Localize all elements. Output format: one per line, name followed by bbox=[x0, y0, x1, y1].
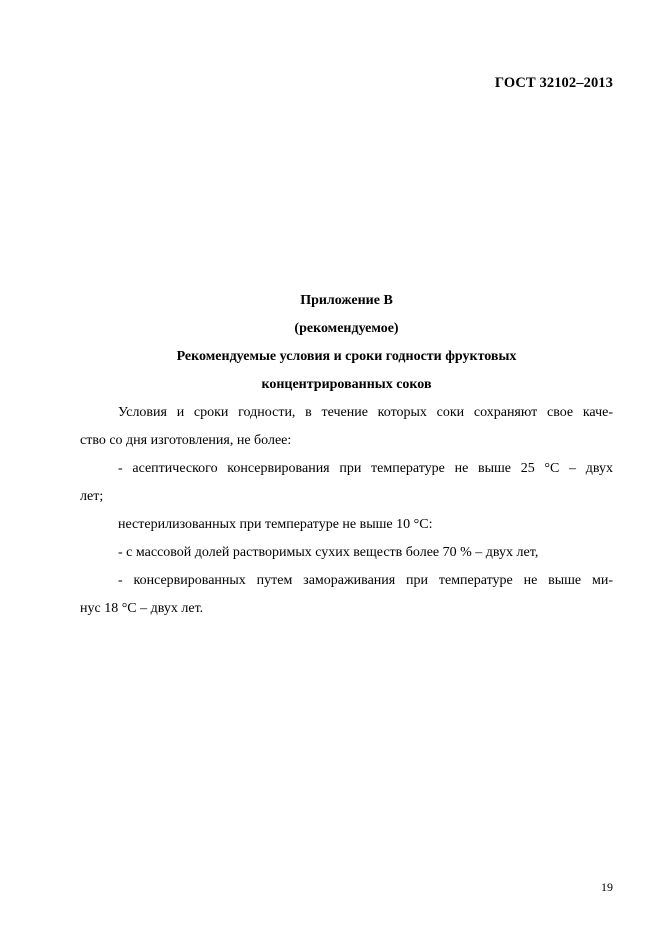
paragraph-5-line-1: - консервированных путем замораживания при температуре не выше ми- bbox=[118, 573, 613, 588]
page-number: 19 bbox=[601, 880, 613, 894]
appendix-heading-line-1: Рекомендуемые условия и сроки годности фруктовых bbox=[176, 349, 517, 364]
paragraph-1-line-1: Условия и сроки годности, в течение которых соки сохраняют свое каче- bbox=[118, 405, 613, 420]
paragraph-4-line-1: - с массовой долей растворимых сухих веществ более 70 % – двух лет, bbox=[118, 545, 539, 560]
paragraph-2-line-1: - асептического консервирования при температуре не выше 25 °С – двух bbox=[118, 461, 613, 476]
appendix-status: (рекомендуемое) bbox=[294, 321, 399, 336]
paragraph-1-line-2: ство со дня изготовления, не более: bbox=[80, 433, 292, 448]
appendix-heading bbox=[80, 293, 613, 405]
appendix-heading-line-2: концентрированных соков bbox=[261, 377, 432, 392]
document-code: ГОСТ 32102–2013 bbox=[494, 75, 613, 91]
body-text bbox=[80, 405, 613, 629]
paragraph-3-line-1: нестерилизованных при температуре не выше 10 °С: bbox=[118, 517, 433, 532]
paragraph-2-line-2: лет; bbox=[80, 489, 104, 504]
appendix-title: Приложение В bbox=[300, 293, 393, 308]
paragraph-5-line-2: нус 18 °С – двух лет. bbox=[80, 601, 204, 616]
